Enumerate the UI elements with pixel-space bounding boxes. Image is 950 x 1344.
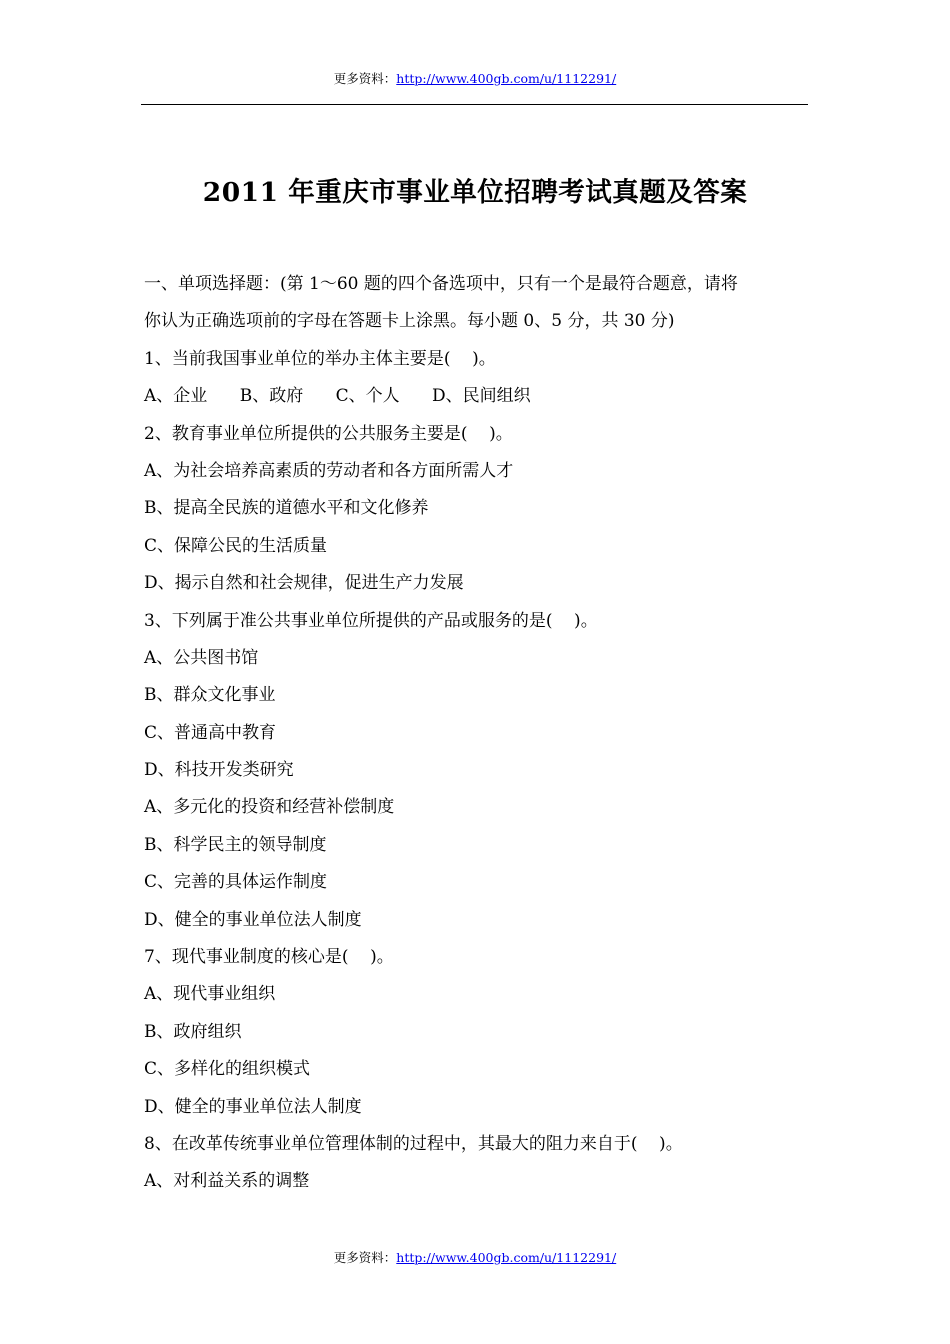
text-line: D、健全的事业单位法人制度 (144, 909, 362, 930)
page-footer (0, 1248, 950, 1266)
document-body (144, 266, 809, 1201)
text-line: 2、教育事业单位所提供的公共服务主要是( )。 (144, 423, 513, 444)
text-line: B、群众文化事业 (144, 685, 276, 706)
text-line: D、科技开发类研究 (144, 760, 294, 781)
text-line: C、普通高中教育 (144, 722, 277, 743)
text-line: 8、在改革传统事业单位管理体制的过程中，其最大的阻力来自于( )。 (144, 1133, 683, 1154)
text-line: A、企业 B、政府 C、个人 D、民间组织 (144, 386, 531, 407)
text-line: 3、下列属于准公共事业单位所提供的产品或服务的是( )。 (144, 610, 598, 631)
text-line: A、现代事业组织 (144, 984, 276, 1005)
footer-label: 更多资料： (333, 1250, 397, 1265)
text-line: 你认为正确选项前的字母在答题卡上涂黑。每小题 0、5 分，共 30 分) (144, 311, 675, 332)
text-line: 1、当前我国事业单位的举办主体主要是( )。 (144, 348, 496, 369)
text-line: B、政府组织 (144, 1021, 242, 1042)
text-line: B、提高全民族的道德水平和文化修养 (144, 498, 429, 519)
header-label: 更多资料： (333, 71, 397, 86)
text-line: 7、现代事业制度的核心是( )。 (144, 947, 394, 968)
header-divider (141, 104, 808, 105)
text-line: C、完善的具体运作制度 (144, 872, 328, 893)
text-line: D、揭示自然和社会规律，促进生产力发展 (144, 573, 464, 594)
text-line: D、健全的事业单位法人制度 (144, 1096, 362, 1117)
document-title: 2011 年重庆市事业单位招聘考试真题及答案 (202, 177, 748, 208)
page-header (0, 69, 950, 87)
text-line: C、保障公民的生活质量 (144, 535, 328, 556)
header-link[interactable]: http://www.400gb.com/u/1112291/ (396, 71, 617, 86)
text-line: A、为社会培养高素质的劳动者和各方面所需人才 (144, 460, 514, 481)
footer-link[interactable]: http://www.400gb.com/u/1112291/ (396, 1250, 617, 1265)
text-line: C、多样化的组织模式 (144, 1059, 311, 1080)
text-line: 一、单项选择题：(第 1～60 题的四个备选项中，只有一个是最符合题意，请将 (144, 274, 738, 294)
text-line: B、科学民主的领导制度 (144, 834, 327, 855)
text-line: A、对利益关系的调整 (144, 1171, 310, 1192)
text-line: A、公共图书馆 (144, 647, 259, 668)
text-line: A、多元化的投资和经营补偿制度 (144, 797, 395, 818)
